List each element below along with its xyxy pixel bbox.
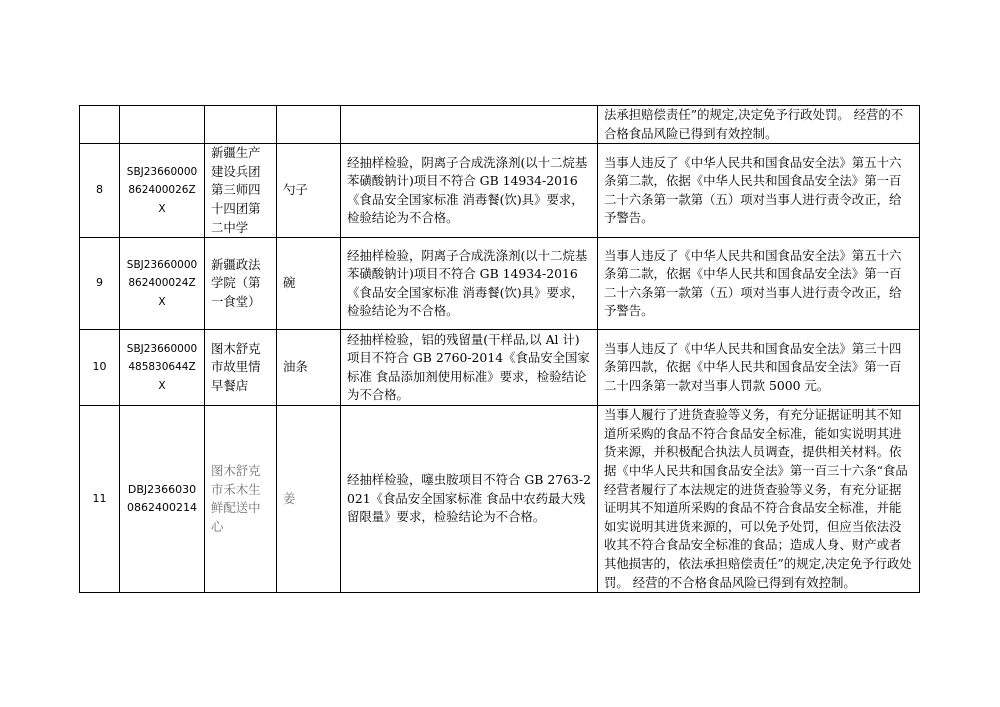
entity-name <box>205 106 277 144</box>
entity-name: 图木舒克市故里情早餐店 <box>205 330 277 406</box>
inspection-result: 经抽样检验，阴离子合成洗涤剂(以十二烷基苯磺酸钠计)项目不符合 GB 14934-2016《食品安全国家标准 消毒餐(饮)具》要求，检验结论为不合格。 <box>341 144 598 238</box>
table-row <box>80 106 920 144</box>
entity-name: 新疆政法学院（第一食堂） <box>205 238 277 330</box>
table-row <box>80 330 920 406</box>
food-name: 勺子 <box>277 144 341 238</box>
food-name: 油条 <box>277 330 341 406</box>
penalty-action: 当事人履行了进货查验等义务，有充分证据证明其不知道所采购的食品不符合食品安全标准，能如实说明其进货来源，并积极配合执法人员调查，提供相关材料。依据《中华人民共和国食品安全法》第一百三十六条“食品经营者履行了本法规定的进货查验等义务，有充分证据证明其不知道所采购的食品不符合食品安全标准，并能如实说明其进货来源的，可以免予处罚，但应当依法没收其不符合食品安全标准的食品；造成人身、财产或者其他损害的，依法承担赔偿责任”的规定,决定免予行政处罚。 经营的不合格食品风险已得到有效控制。 <box>598 406 920 593</box>
sample-code: SBJ23660000862400024ZX <box>120 238 205 330</box>
entity-name: 新疆生产建设兵团第三师四十四团第二中学 <box>205 144 277 238</box>
table-row <box>80 144 920 238</box>
penalty-action: 当事人违反了《中华人民共和国食品安全法》第五十六条第二款，依据《中华人民共和国食品安全法》第一百二十六条第一款第（五）项对当事人进行责令改正，给予警告。 <box>598 238 920 330</box>
row-number: 10 <box>80 330 120 406</box>
row-number: 9 <box>80 238 120 330</box>
sample-code: DBJ23660300862400214 <box>120 406 205 593</box>
penalty-action: 当事人违反了《中华人民共和国食品安全法》第三十四条第四款，依据《中华人民共和国食品安全法》第一百二十四条第一款对当事人罚款 5000 元。 <box>598 330 920 406</box>
row-number: 11 <box>80 406 120 593</box>
penalty-action: 当事人违反了《中华人民共和国食品安全法》第五十六条第二款，依据《中华人民共和国食品安全法》第一百二十六条第一款第（五）项对当事人进行责令改正，给予警告。 <box>598 144 920 238</box>
sample-code: SBJ23660000485830644ZX <box>120 330 205 406</box>
table-row <box>80 238 920 330</box>
table-row <box>80 406 920 593</box>
inspection-result <box>341 106 598 144</box>
penalty-table <box>79 105 920 593</box>
row-number <box>80 106 120 144</box>
entity-name: 图木舒克市禾木生鲜配送中心 <box>205 406 277 593</box>
row-number: 8 <box>80 144 120 238</box>
sample-code: SBJ23660000862400026ZX <box>120 144 205 238</box>
sample-code <box>120 106 205 144</box>
food-name: 碗 <box>277 238 341 330</box>
penalty-action: 法承担赔偿责任”的规定,决定免予行政处罚。 经营的不合格食品风险已得到有效控制。 <box>598 106 920 144</box>
food-name: 姜 <box>277 406 341 593</box>
inspection-result: 经抽样检验，噻虫胺项目不符合 GB 2763-2021《食品安全国家标准 食品中农药最大残留限量》要求，检验结论为不合格。 <box>341 406 598 593</box>
food-name <box>277 106 341 144</box>
inspection-result: 经抽样检验，铝的残留量(干样品,以 Al 计)项目不符合 GB 2760-2014《食品安全国家标准 食品添加剂使用标准》要求，检验结论为不合格。 <box>341 330 598 406</box>
inspection-result: 经抽样检验，阴离子合成洗涤剂(以十二烷基苯磺酸钠计)项目不符合 GB 14934-2016《食品安全国家标准 消毒餐(饮)具》要求，检验结论为不合格。 <box>341 238 598 330</box>
